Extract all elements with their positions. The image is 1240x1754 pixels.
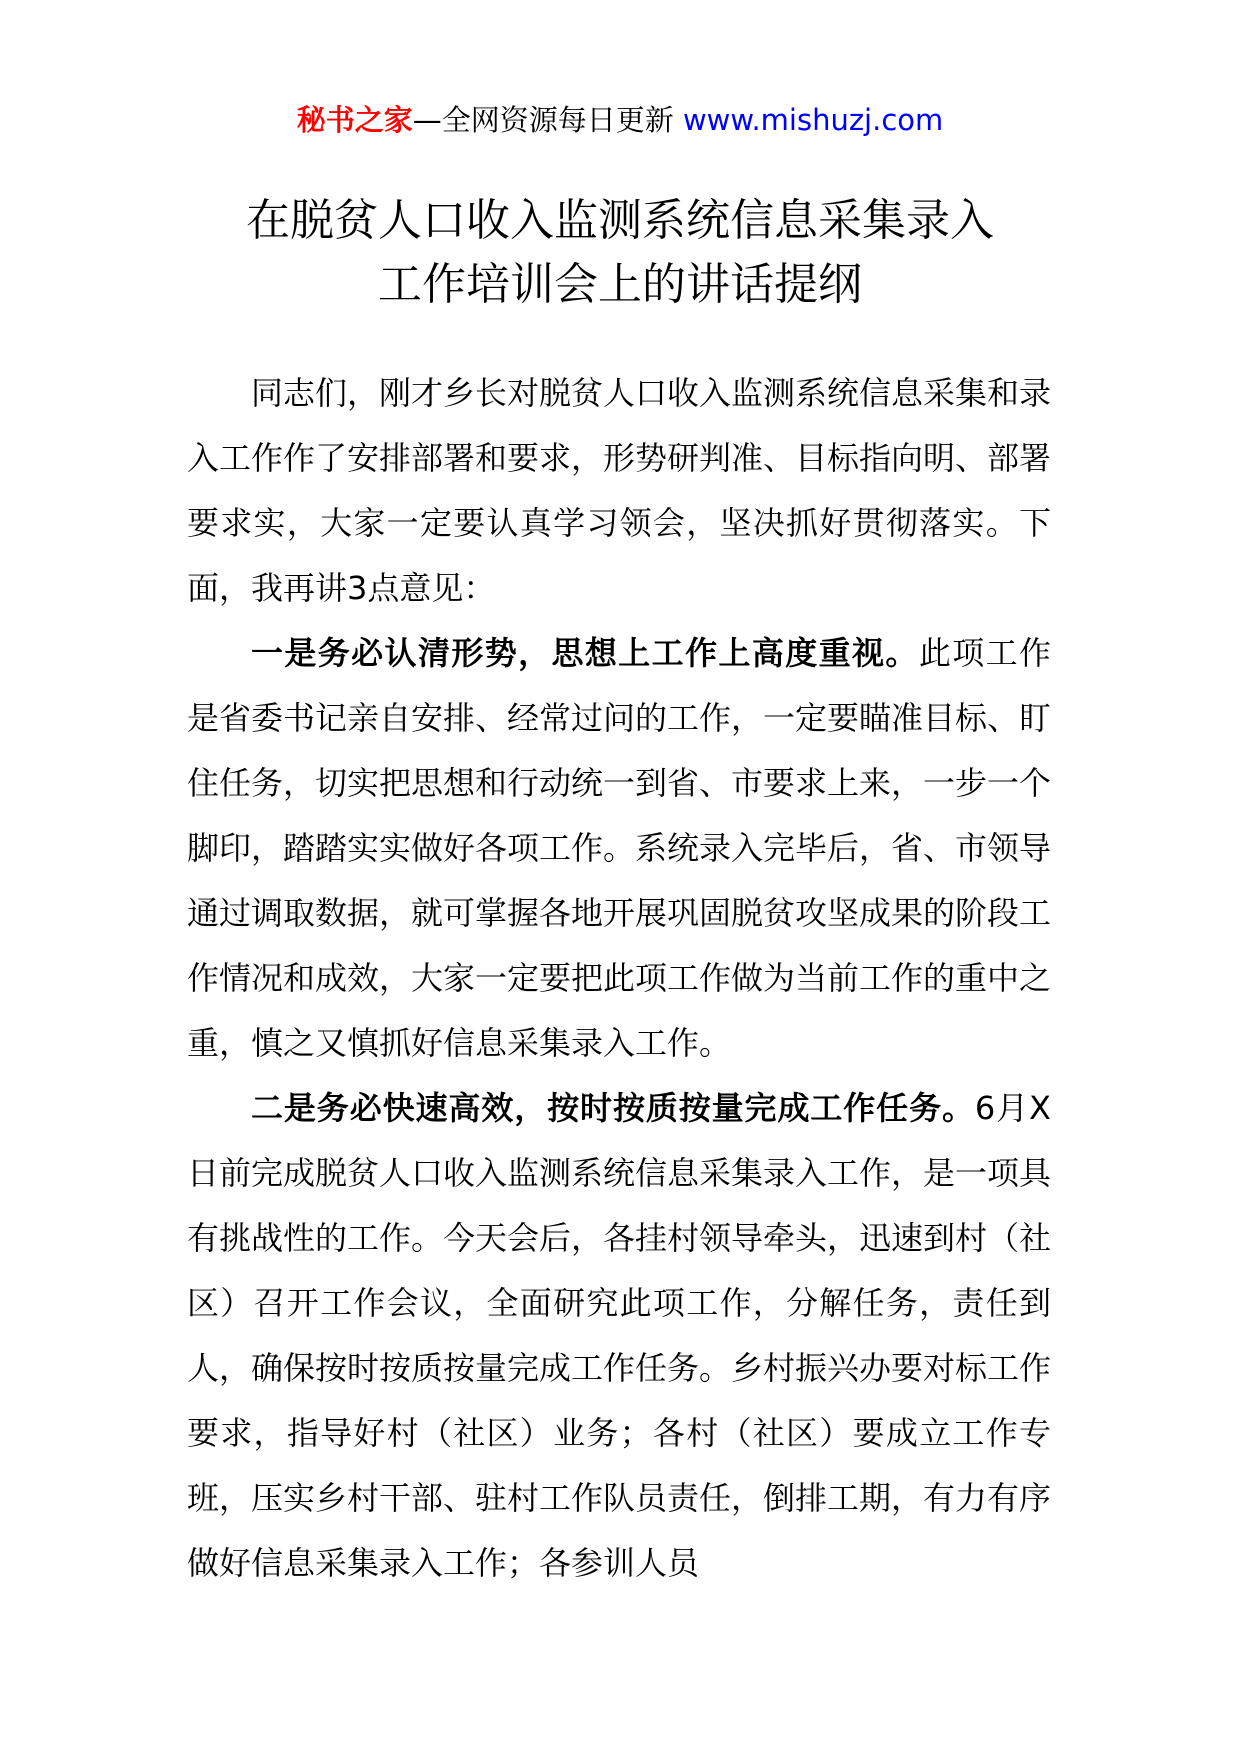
paragraph-point-1 bbox=[187, 621, 1051, 1076]
paragraph-text: 6月X日前完成脱贫人口收入监测系统信息采集录入工作，是一项具有挑战性的工作。今天会后，各挂村领导牵头，迅速到村（社区）召开工作会议，全面研究此项工作，分解任务，责任到人，确保按时按质按量完成工作任务。乡村振兴办要对标工作要求，指导好村（社区）业务；各村（社区）要成立工作专班，压实乡村干部、驻村工作队员责任，倒排工期，有力有序做好信息采集录入工作；各参训人员 bbox=[187, 1089, 1052, 1582]
paragraph-intro bbox=[187, 361, 1051, 621]
paragraph-lead-heading: 二是务必快速高效，按时按质按量完成工作任务。 bbox=[251, 1089, 975, 1127]
document-title bbox=[0, 189, 1240, 317]
document-body bbox=[187, 361, 1051, 1596]
header-banner bbox=[0, 100, 1240, 140]
paragraph-lead-heading: 一是务必认清形势，思想上工作上高度重视。 bbox=[251, 634, 919, 672]
site-url-link[interactable]: www.mishuzj.com bbox=[682, 103, 944, 137]
banner-slogan: —全网资源每日更新 bbox=[412, 103, 674, 137]
paragraph-text: 此项工作是省委书记亲自安排、经常过问的工作，一定要瞄准目标、盯住任务，切实把思想和行动统一到省、市要求上来，一步一个脚印，踏踏实实做好各项工作。系统录入完毕后，省、市领导通过调取数据，就可掌握各地开展巩固脱贫攻坚成果的阶段工作情况和成效，大家一定要把此项工作做为当前工作的重中之重，慎之又慎抓好信息采集录入工作。 bbox=[187, 634, 1052, 1062]
paragraph-point-2 bbox=[187, 1076, 1051, 1596]
paragraph-text: 同志们，刚才乡长对脱贫人口收入监测系统信息采集和录入工作作了安排部署和要求，形势研判准、目标指向明、部署要求实，大家一定要认真学习领会，坚决抓好贯彻落实。下面，我再讲3点意见： bbox=[187, 374, 1052, 607]
title-line-1: 在脱贫人口收入监测系统信息采集录入 bbox=[246, 195, 994, 247]
title-line-2: 工作培训会上的讲话提纲 bbox=[378, 259, 862, 311]
brand-name: 秘书之家 bbox=[296, 103, 413, 137]
